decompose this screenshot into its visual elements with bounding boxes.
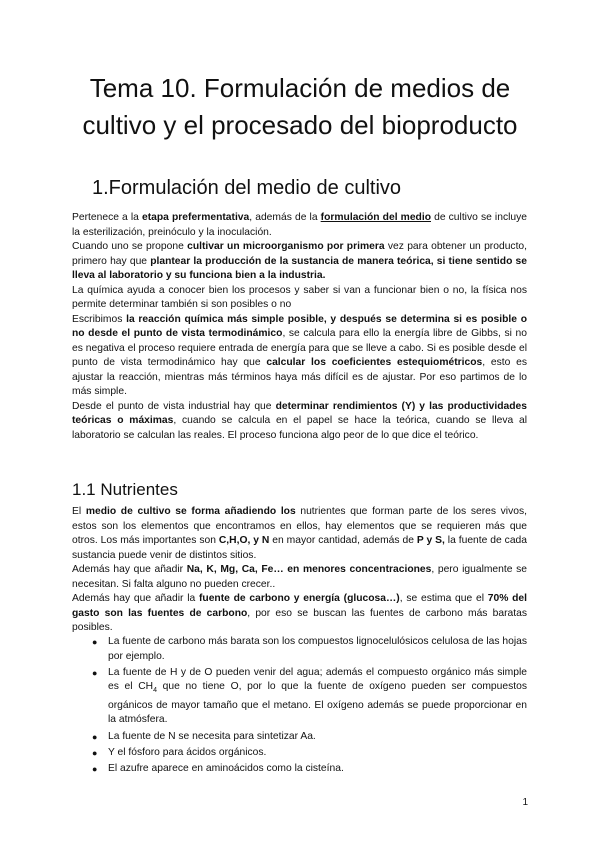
bullet-icon: ● bbox=[92, 731, 98, 742]
section11-body bbox=[72, 505, 527, 636]
paragraph-etapa: Pertenece a la etapa prefermentativa, además de la formulación del medio de cultivo se incluye la esterilización, preinóculo y la inoculación. bbox=[72, 212, 527, 238]
document-title: Tema 10. Formulación de medios de cultivo y el procesado del bioproducto bbox=[82, 73, 518, 140]
nutrient-bullet-list bbox=[72, 635, 527, 779]
list-item: ● El azufre aparece en aminoácidos como la cisteína. bbox=[72, 762, 527, 777]
list-item: ● Y el fósforo para ácidos orgánicos. bbox=[72, 746, 527, 761]
paragraph-quimica: La química ayuda a conocer bien los procesos y saber si van a funcionar bien o no, la física nos permite determinar también si son posibles o no bbox=[72, 284, 527, 310]
bullet-icon: ● bbox=[92, 764, 98, 775]
list-item: ● La fuente de N se necesita para sintetizar Aa. bbox=[72, 730, 527, 745]
page-number: 1 bbox=[522, 797, 528, 808]
bullet-icon: ● bbox=[92, 747, 98, 758]
list-item: ● La fuente de H y de O pueden venir del agua; además el compuesto orgánico más simple es el $CH_4$ que no tiene O, por lo que la fuente de oxígeno pueden ser compuestos orgánicos de mayor tamaño que el metano. El oxígeno además se puede proporcionar en la atmósfera. bbox=[92, 666, 527, 726]
bullet-icon: ● bbox=[92, 637, 98, 647]
paragraph-rendimientos: Desde el punto de vista industrial hay que determinar rendimientos (Y) y las productividades teóricas o máximas, cuando se calcula en el papel se hace la teórica, cuando se lleva al laboratorio se calculan las reales. El proceso funciona algo peor de lo que dice el teórico. bbox=[72, 400, 527, 441]
bullet-icon: ● bbox=[92, 667, 98, 678]
section-heading-formulacion: 1.Formulación del medio de cultivo bbox=[92, 177, 402, 199]
list-item: ● La fuente de carbono más barata son los compuestos lignocelulósicos celulosa de las hojas por ejemplo. bbox=[92, 636, 527, 662]
paragraph-reaccion: Escribimos la reacción química más simple posible, y después se determina si es posible o no desde el punto de vista termodinámico, se calcula para ello la energía libre de Gibbs, si no es negativa el proceso requiere entrada de energía para que se lleve a cabo. Si es posible desde el punto de vista termodinámico hay que calcular los coeficientes estequiométricos, esto es ajustar la reacción, mientras más términos haya más difícil es de ajustar. Por eso partimos de lo más simple. bbox=[72, 313, 527, 397]
section-heading-nutrientes: 1.1 Nutrientes bbox=[72, 480, 178, 499]
section1-body bbox=[72, 211, 527, 443]
paragraph-cultivar: Cuando uno se propone cultivar un microorganismo por primera vez para obtener un producto, primero hay que plantear la producción de la sustancia de manera teórica, si tiene sentido se lleva al laboratorio y su funciona bien a la industria. bbox=[72, 241, 528, 281]
paragraph-minerales: Además hay que añadir Na, K, Mg, Ca, Fe… en menores concentraciones, pero igualmente se necesitan. Si falta alguno no pueden crecer.. bbox=[72, 564, 527, 590]
paragraph-medio: El medio de cultivo se forma añadiendo los nutrientes que forman parte de los seres vivos, estos son los elementos que encontramos en ellos, hay elementos que se requieren más que otros. Los más importantes son C,H,O, y N en mayor cantidad, además de P y S, la fuente de cada sustancia puede venir de distintos sitios. bbox=[72, 506, 527, 561]
paragraph-fuente-carbono: Además hay que añadir la fuente de carbono y energía (glucosa…), se estima que el 70% del gasto son las fuentes de carbono, por eso se buscan las fuentes de carbono más baratas posibles. bbox=[72, 593, 528, 633]
